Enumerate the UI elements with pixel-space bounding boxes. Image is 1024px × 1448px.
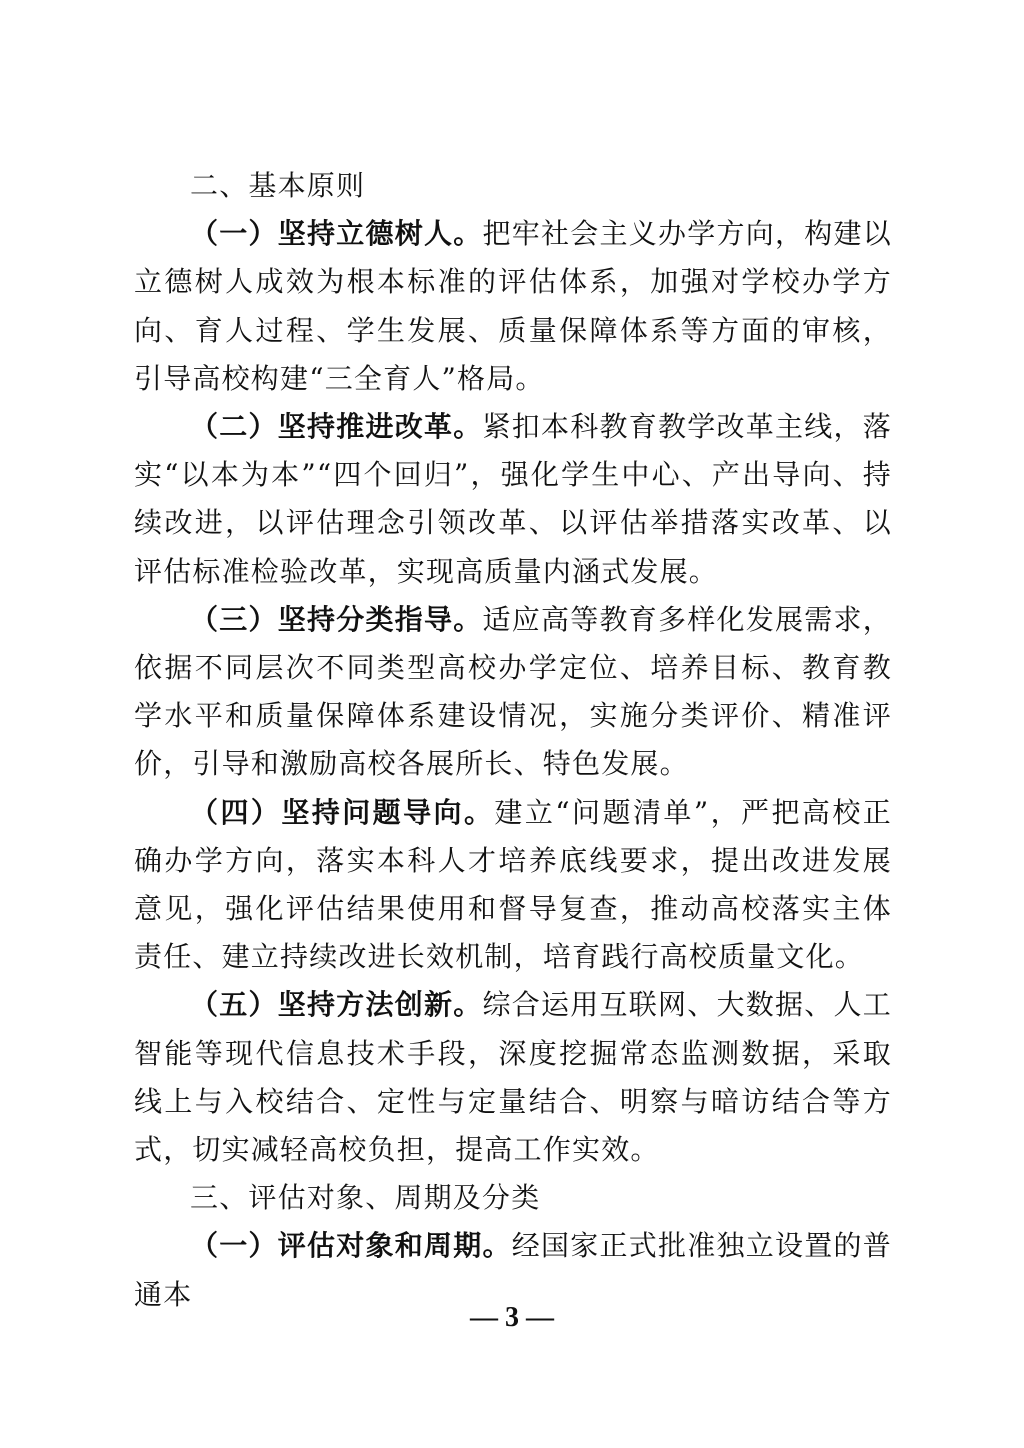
page-number: — 3 — bbox=[470, 1302, 554, 1333]
principle-text-1: 把牢社会主义办学方向，构建以立德树人成效为根本标准的评估体系，加强对学校办学方向、育人过程、学生发展、质量保障体系等方面的审核，引导高校构建“三全育人”格局。 bbox=[134, 217, 892, 395]
principle-title-1: （一）坚持立德树人。 bbox=[190, 217, 483, 251]
principle-paragraph-3 bbox=[134, 596, 892, 789]
principle-text-4: 建立“问题清单”，严把高校正确办学方向，落实本科人才培养底线要求，提出改进发展意见，强化评估结果使用和督导复查，推动高校落实主体责任、建立持续改进长效机制，培育践行高校质量文化。 bbox=[134, 795, 892, 974]
scope-text-1: 经国家正式批准独立设置的普通本 bbox=[134, 1229, 893, 1311]
principle-text-3: 适应高等教育多样化发展需求，依据不同层次不同类型高校办学定位、培养目标、教育教学水平和质量保障体系建设情况，实施分类评价、精准评价，引导和激励高校各展所长、特色发展。 bbox=[134, 602, 892, 781]
principle-title-5: （五）坚持方法创新。 bbox=[190, 988, 483, 1022]
principle-paragraph-5 bbox=[134, 981, 892, 1174]
principle-paragraph-1 bbox=[134, 210, 892, 403]
document-body bbox=[134, 162, 892, 1319]
principle-text-5: 综合运用互联网、大数据、人工智能等现代信息技术手段，深度挖掘常态监测数据，采取线上与入校结合、定性与定量结合、明察与暗访结合等方式，切实减轻高校负担，提高工作实效。 bbox=[134, 988, 892, 1167]
principle-text-2: 紧扣本科教育教学改革主线，落实“以本为本”“四个回归”，强化学生中心、产出导向、持续改进，以评估理念引领改革、以评估举措落实改革、以评估标准检验改革，实现高质量内涵式发展。 bbox=[134, 410, 892, 588]
principle-title-2: （二）坚持推进改革。 bbox=[190, 410, 483, 444]
scope-title-1: （一）评估对象和周期。 bbox=[190, 1229, 512, 1263]
section-heading-scope: 三、评估对象、周期及分类 bbox=[190, 1181, 541, 1215]
principle-paragraph-4 bbox=[134, 789, 892, 982]
principle-paragraph-2 bbox=[134, 403, 892, 596]
section-heading-principles: 二、基本原则 bbox=[190, 169, 366, 202]
principle-title-3: （三）坚持分类指导。 bbox=[190, 602, 483, 636]
principle-title-4: （四）坚持问题导向。 bbox=[190, 795, 495, 829]
